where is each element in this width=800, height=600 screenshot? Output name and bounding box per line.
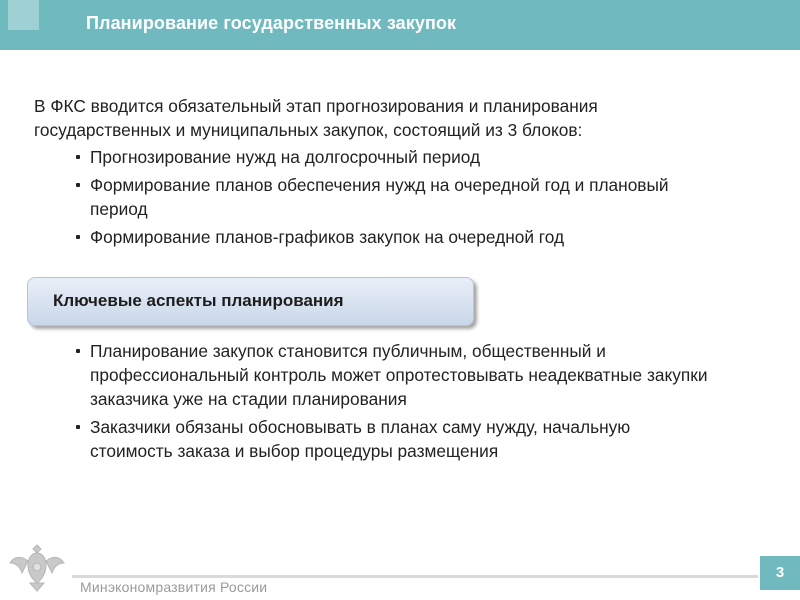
bullet-icon: [76, 155, 80, 159]
list-item-text: Прогнозирование нужд на долгосрочный период: [90, 147, 481, 167]
list-item-text: Заказчики обязаны обосновывать в планах саму нужду, начальную стоимость заказа и выбор процедуры размещения: [90, 417, 631, 461]
list-item-text: Формирование планов обеспечения нужд на очередной год и плановый период: [90, 175, 669, 219]
list-item: [72, 339, 712, 411]
bullet-icon: [76, 349, 80, 353]
header-bar: [0, 0, 800, 50]
key-aspects-title: Ключевые аспекты планирования: [53, 291, 344, 310]
list-item: [72, 145, 712, 169]
page-title: Планирование государственных закупок: [86, 13, 457, 33]
page-number-badge: 3: [760, 556, 800, 590]
planning-blocks-list: [72, 145, 712, 253]
ministry-name: Минэкономразвития России: [80, 579, 268, 595]
list-item-text: Формирование планов-графиков закупок на очередной год: [90, 227, 565, 247]
intro-line-1: В ФКС вводится обязательный этап прогнозирования и планирования: [34, 96, 598, 116]
footer-divider: [72, 575, 758, 578]
intro-text: [34, 94, 734, 142]
bullet-icon: [76, 425, 80, 429]
list-item: [72, 415, 712, 463]
key-aspects-box: [27, 277, 474, 326]
header-accent-block: [8, 0, 39, 30]
coat-of-arms-icon: [6, 537, 68, 595]
list-item: [72, 173, 712, 221]
key-aspects-list: [72, 339, 712, 467]
bullet-icon: [76, 183, 80, 187]
intro-line-2: государственных и муниципальных закупок, состоящий из 3 блоков:: [34, 120, 583, 140]
list-item-text: Планирование закупок становится публичным, общественный и профессиональный контроль может опротестовывать неадекватные закупки заказчика уже на стадии планирования: [90, 341, 708, 409]
list-item: [72, 225, 712, 249]
bullet-icon: [76, 235, 80, 239]
